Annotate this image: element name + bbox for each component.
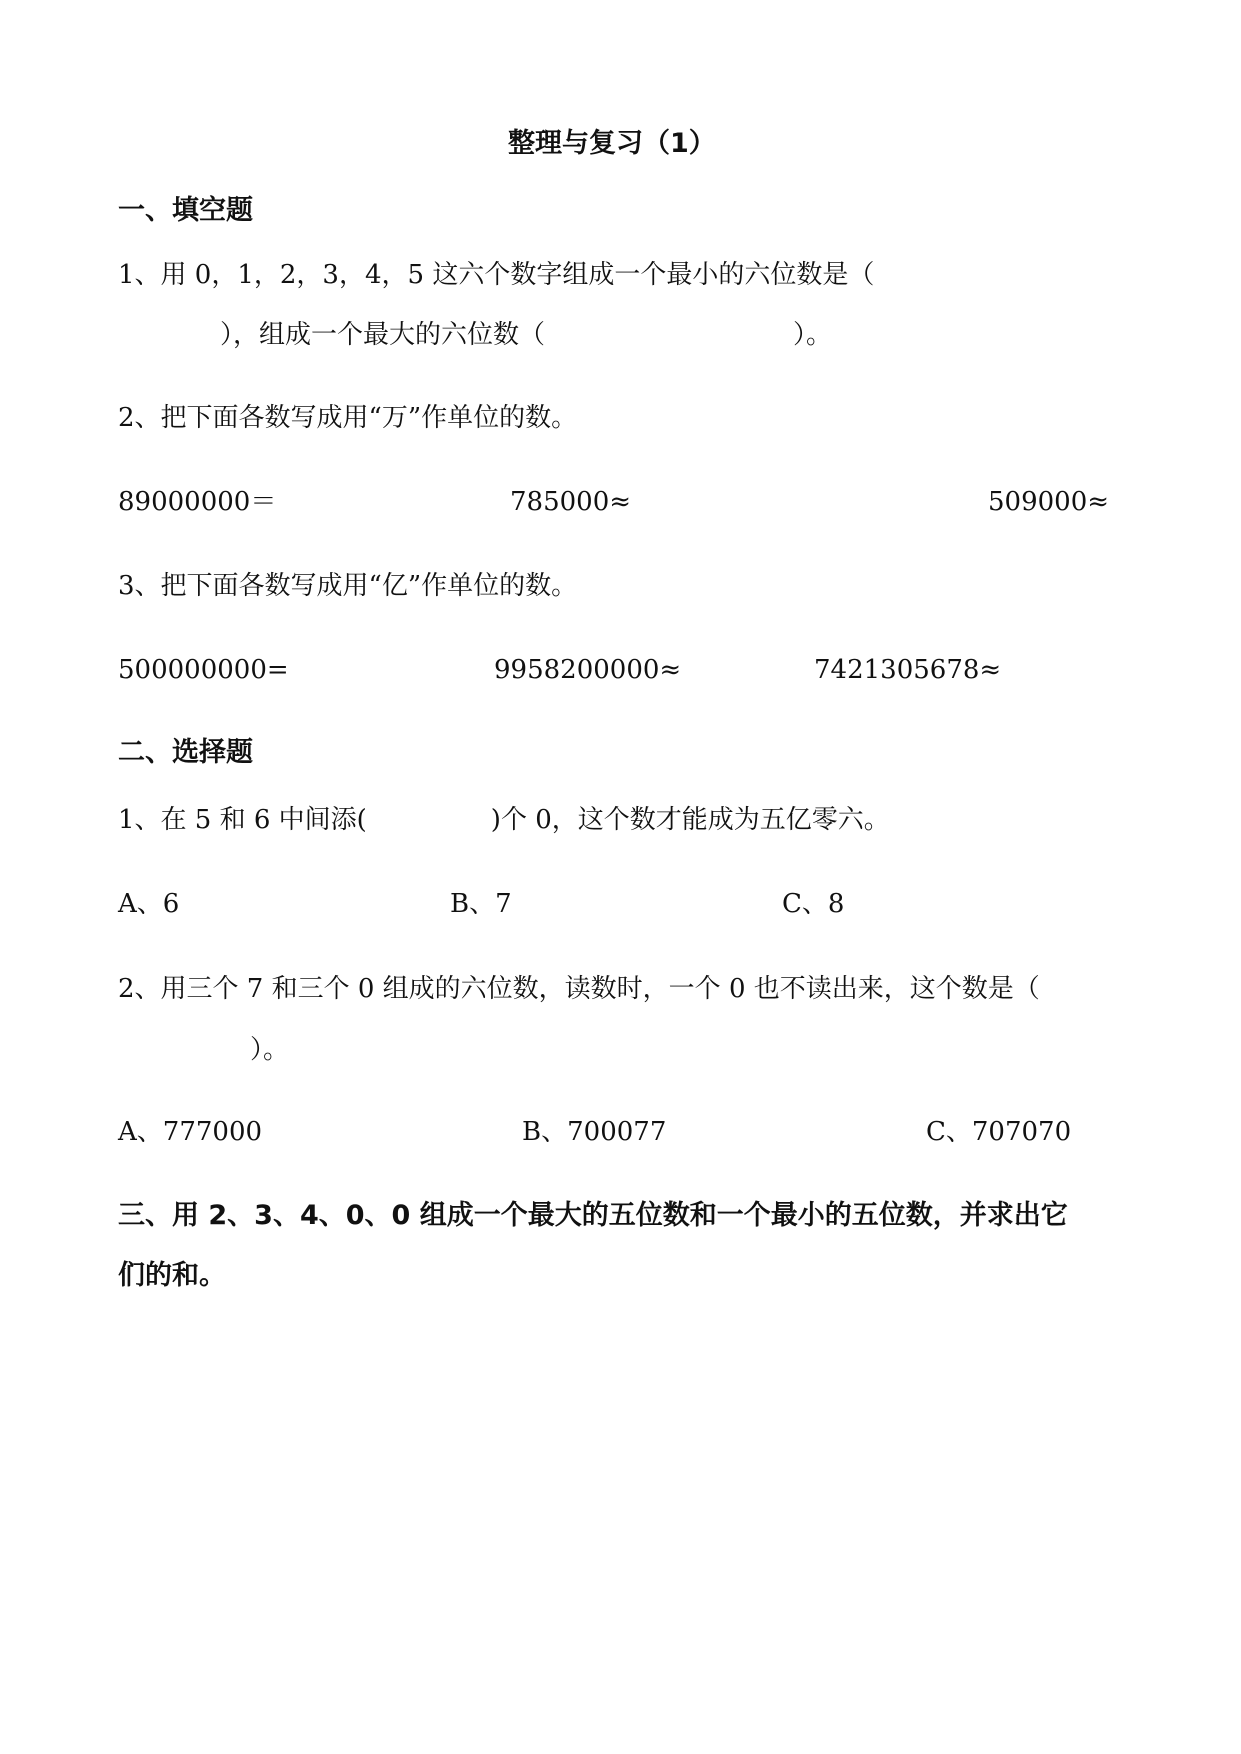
choice-question-1-prompt: 1、在 5 和 6 中间添( )个 0，这个数才能成为五亿零六。 xyxy=(118,805,890,835)
choice-question-2-option-c: C、707070 xyxy=(926,1117,1072,1147)
question-3-item-3: 7421305678≈ xyxy=(814,655,1002,685)
section-3-line-2: 们的和。 xyxy=(118,1260,226,1291)
question-2-item-3: 509000≈ xyxy=(988,487,1110,517)
section-heading-fill-blank: 一、填空题 xyxy=(118,195,253,226)
page-title: 整理与复习（1） xyxy=(508,128,716,159)
question-2-prompt: 2、把下面各数写成用“万”作单位的数。 xyxy=(118,403,578,433)
question-3-item-1: 500000000= xyxy=(118,655,289,685)
question-2-item-2: 785000≈ xyxy=(510,487,632,517)
choice-question-1-option-a: A、6 xyxy=(118,889,180,919)
choice-question-2-line-1: 2、用三个 7 和三个 0 组成的六位数，读数时，一个 0 也不读出来，这个数是（ xyxy=(118,974,1040,1004)
section-heading-multiple-choice: 二、选择题 xyxy=(118,737,253,768)
choice-question-2-option-a: A、777000 xyxy=(118,1117,263,1147)
section-3-line-1: 三、用 2、3、4、0、0 组成一个最大的五位数和一个最小的五位数，并求出它 xyxy=(118,1200,1068,1231)
choice-question-1-option-c: C、8 xyxy=(782,889,845,919)
question-3-item-2: 9958200000≈ xyxy=(494,655,682,685)
choice-question-2-line-2: ）。 xyxy=(250,1035,290,1065)
choice-question-2-option-b: B、700077 xyxy=(522,1117,667,1147)
question-1-line-1: 1、用 0，1，2，3，4，5 这六个数字组成一个最小的六位数是（ xyxy=(118,260,875,290)
question-2-item-1: 89000000＝ xyxy=(118,487,277,517)
choice-question-1-option-b: B、7 xyxy=(450,889,512,919)
question-1-line-2: ），组成一个最大的六位数（ ）。 xyxy=(220,320,832,350)
question-3-prompt: 3、把下面各数写成用“亿”作单位的数。 xyxy=(118,571,578,601)
